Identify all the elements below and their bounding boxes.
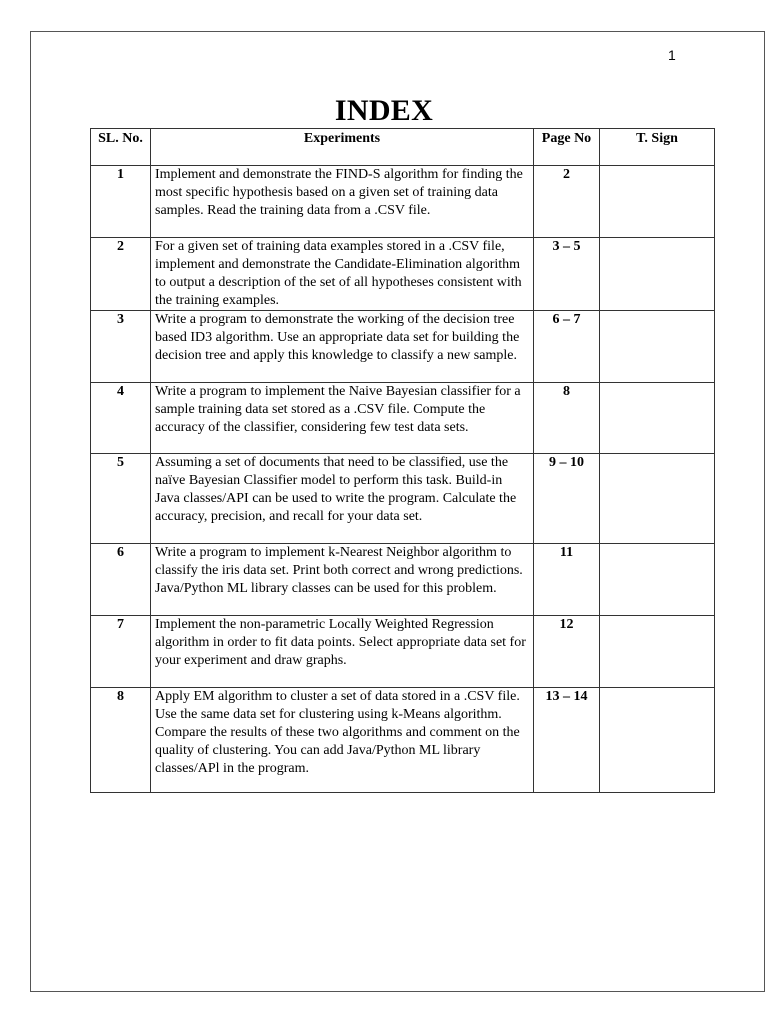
table-row [91, 688, 715, 793]
page-title: INDEX [334, 94, 434, 127]
sign-cell [600, 311, 715, 383]
sl-number: 2 [91, 238, 151, 311]
experiment-description: Assuming a set of documents that need to be classified, use the naïve Bayesian Classifier model to perform this task. Build-in Java classes/API can be used to write the program. Calculate the accuracy, precision, and recall for your data set. [151, 454, 534, 544]
page-range: 6 – 7 [534, 311, 600, 383]
table-row [91, 238, 715, 311]
page-range: 2 [534, 166, 600, 238]
sl-number: 7 [91, 616, 151, 688]
experiment-description: Implement the non-parametric Locally Weighted Regression algorithm in order to fit data points. Select appropriate data set for your experiment and draw graphs. [151, 616, 534, 688]
page-number: 1 [668, 47, 676, 63]
header-sl-no: SL. No. [91, 129, 151, 166]
page-range: 9 – 10 [534, 454, 600, 544]
experiment-description: For a given set of training data examples stored in a .CSV file, implement and demonstrate the Candidate-Elimination algorithm to output a description of the set of all hypotheses consistent with the training examples. [151, 238, 534, 311]
table-row [91, 616, 715, 688]
table-row [91, 383, 715, 454]
sign-cell [600, 544, 715, 616]
header-experiments: Experiments [151, 129, 534, 166]
sl-number: 5 [91, 454, 151, 544]
table-header-row [91, 129, 715, 166]
page-range: 11 [534, 544, 600, 616]
sign-cell [600, 454, 715, 544]
page-range: 3 – 5 [534, 238, 600, 311]
sign-cell [600, 383, 715, 454]
experiment-description: Write a program to implement the Naive Bayesian classifier for a sample training data set stored as a .CSV file. Compute the accuracy of the classifier, considering few test data sets. [151, 383, 534, 454]
sl-number: 1 [91, 166, 151, 238]
experiment-description: Write a program to implement k-Nearest Neighbor algorithm to classify the iris data set. Print both correct and wrong predictions. Java/Python ML library classes can be used for this problem. [151, 544, 534, 616]
table-row [91, 166, 715, 238]
table-row [91, 454, 715, 544]
sl-number: 3 [91, 311, 151, 383]
experiment-description: Apply EM algorithm to cluster a set of data stored in a .CSV file. Use the same data set for clustering using k-Means algorithm. Compare the results of these two algorithms and comment on the quality of clustering. You can add Java/Python ML library classes/APl in the program. [151, 688, 534, 793]
table-row [91, 311, 715, 383]
sl-number: 6 [91, 544, 151, 616]
page-range: 8 [534, 383, 600, 454]
sign-cell [600, 688, 715, 793]
experiment-description: Write a program to demonstrate the working of the decision tree based ID3 algorithm. Use an appropriate data set for building the decision tree and apply this knowledge to classify a new sample. [151, 311, 534, 383]
sl-number: 8 [91, 688, 151, 793]
table-row [91, 544, 715, 616]
page-range: 13 – 14 [534, 688, 600, 793]
experiment-description: Implement and demonstrate the FIND-S algorithm for finding the most specific hypothesis based on a given set of training data samples. Read the training data from a .CSV file. [151, 166, 534, 238]
index-table [90, 128, 715, 793]
header-t-sign: T. Sign [600, 129, 715, 166]
sign-cell [600, 238, 715, 311]
header-page-no: Page No [534, 129, 600, 166]
sign-cell [600, 616, 715, 688]
sl-number: 4 [91, 383, 151, 454]
page-range: 12 [534, 616, 600, 688]
sign-cell [600, 166, 715, 238]
